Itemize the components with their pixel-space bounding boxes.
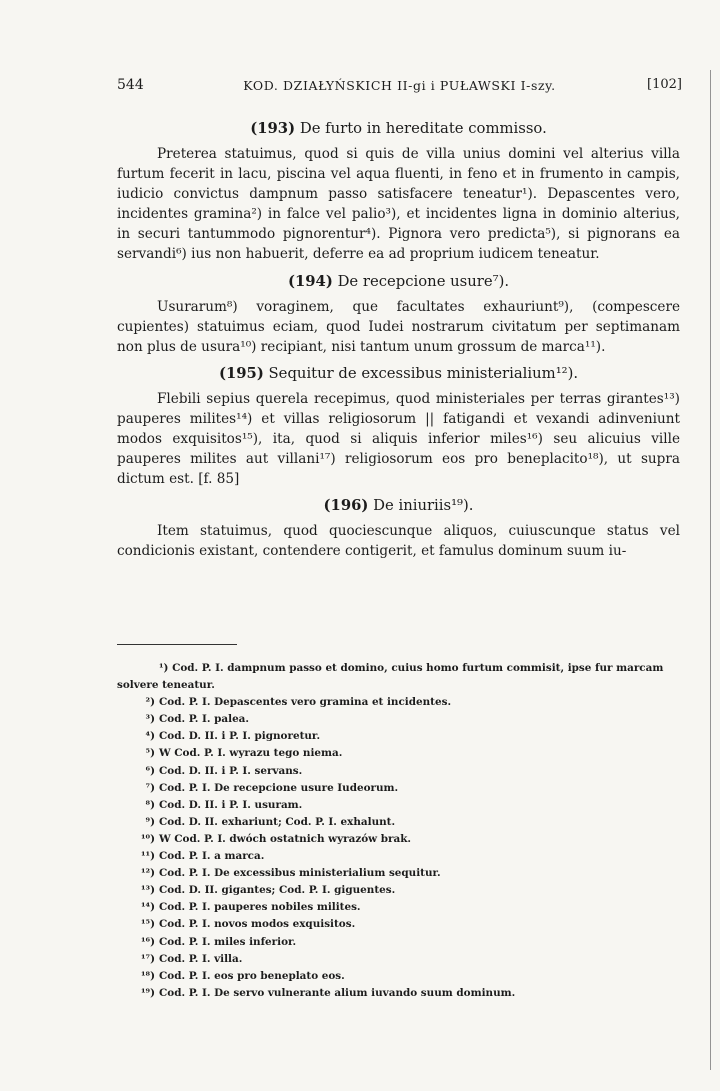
footnote: ⁴) Cod. D. II. i P. I. pignoretur. <box>145 730 321 743</box>
section-heading-194: (194) De recepcione usure⁷). <box>287 272 510 290</box>
running-header <box>117 77 682 99</box>
footnote: ¹²) Cod. P. I. De excessibus ministerialium sequitur. <box>140 867 441 880</box>
page-number: 544 <box>117 77 144 93</box>
section-heading-193: (193) De furto in hereditate commisso. <box>250 120 547 137</box>
main-text <box>117 118 680 562</box>
page-edge-line <box>710 70 711 1070</box>
footnote: ⁹) Cod. D. II. exhariunt; Cod. P. I. exhalunt. <box>145 815 396 828</box>
section-heading-195: (195) Sequitur de excessibus ministerialium¹²). <box>218 364 579 382</box>
footnote: ²) Cod. P. I. Depascentes vero gramina et incidentes. <box>145 696 452 709</box>
footnote: ¹) Cod. P. I. dampnum passo et domino, cuius homo furtum commisit, ipse fur marcam solvere teneatur. <box>117 662 664 692</box>
footnote: ¹⁴) Cod. P. I. pauperes nobiles milites. <box>140 901 361 914</box>
footnote: ⁶) Cod. D. II. i P. I. servans. <box>145 764 303 777</box>
section-paragraph-196: Item statuimus, quod quociescunque aliquos, cuiuscunque status vel condicionis existant, contendere contigerit, et famulus dominum suum iu- <box>117 523 680 560</box>
folio-marker: [f. 85] <box>198 471 240 488</box>
footnote-divider <box>117 644 237 645</box>
footnote: ¹⁹) Cod. P. I. De servo vulnerante alium iuvando suum dominum. <box>140 986 516 999</box>
footnote: ⁸) Cod. D. II. i P. I. usuram. <box>145 798 303 811</box>
footnote: ¹⁵) Cod. P. I. novos modos exquisitos. <box>140 918 356 931</box>
running-title: KOD. DZIAŁYŃSKICH II-gi i PUŁAWSKI I-szy. <box>243 78 556 93</box>
footnote: ¹⁸) Cod. P. I. eos pro beneplato eos. <box>140 969 345 982</box>
footnote: ⁷) Cod. P. I. De recepcione usure Iudeorum. <box>145 781 399 794</box>
section-paragraph-194: Usurarum⁸) voraginem, que facultates exhauriunt⁹), (compescere cupientes) statuimus eciam, quod Iudei nostrarum civitatum per septimanam non plus de usura¹⁰) recipiant, nisi tantum unum grossum de marca¹¹). <box>117 298 680 355</box>
section-heading-196: (196) De iniuriis¹⁹). <box>323 497 474 515</box>
footnote: ¹¹) Cod. P. I. a marca. <box>140 850 265 863</box>
footnote: ³) Cod. P. I. palea. <box>145 713 250 726</box>
footnotes <box>117 660 677 1002</box>
footnote: ¹⁶) Cod. P. I. miles inferior. <box>140 935 297 948</box>
section-paragraph-193: Preterea statuimus, quod si quis de villa unius domini vel alterius villa furtum fecerit in lacu, piscina vel aqua fluenti, in feno et in frumento in campis, iudicio convictus dampnum passo satisfacere teneatur¹). Depascentes vero, incidentes gramina²) in falce vel palio³), et incidentes ligna in dominio alterius, in securi tantummodo pignorentur⁴). Pignora vero predicta⁵), si pignorans ea servandi⁶) ius non habuerit, deferre ea ad proprium iudicem teneatur. <box>117 146 680 263</box>
footnote: ¹⁰) W Cod. P. I. dwóch ostatnich wyrazów brak. <box>140 832 412 845</box>
footnote: ¹⁷) Cod. P. I. villa. <box>140 952 243 965</box>
footnote: ⁵) W Cod. P. I. wyrazu tego niema. <box>145 747 343 760</box>
page-reference: [102] <box>647 77 682 92</box>
section-paragraph-195: Flebili sepius querela recepimus, quod ministeriales per terras girantes¹³) pauperes milites¹⁴) et villas religiosorum || fatigandi et vexandi adinveniunt modos exquisitos¹⁵), ita, quod si aliquis inferior miles¹⁶) seu alicuius ville pauperes milites aut villani¹⁷) religiosorum eos pro beneplacito¹⁸), ut supra dictum est. [f. 85] <box>117 390 680 488</box>
footnote: ¹³) Cod. D. II. gigantes; Cod. P. I. giguentes. <box>140 884 396 897</box>
